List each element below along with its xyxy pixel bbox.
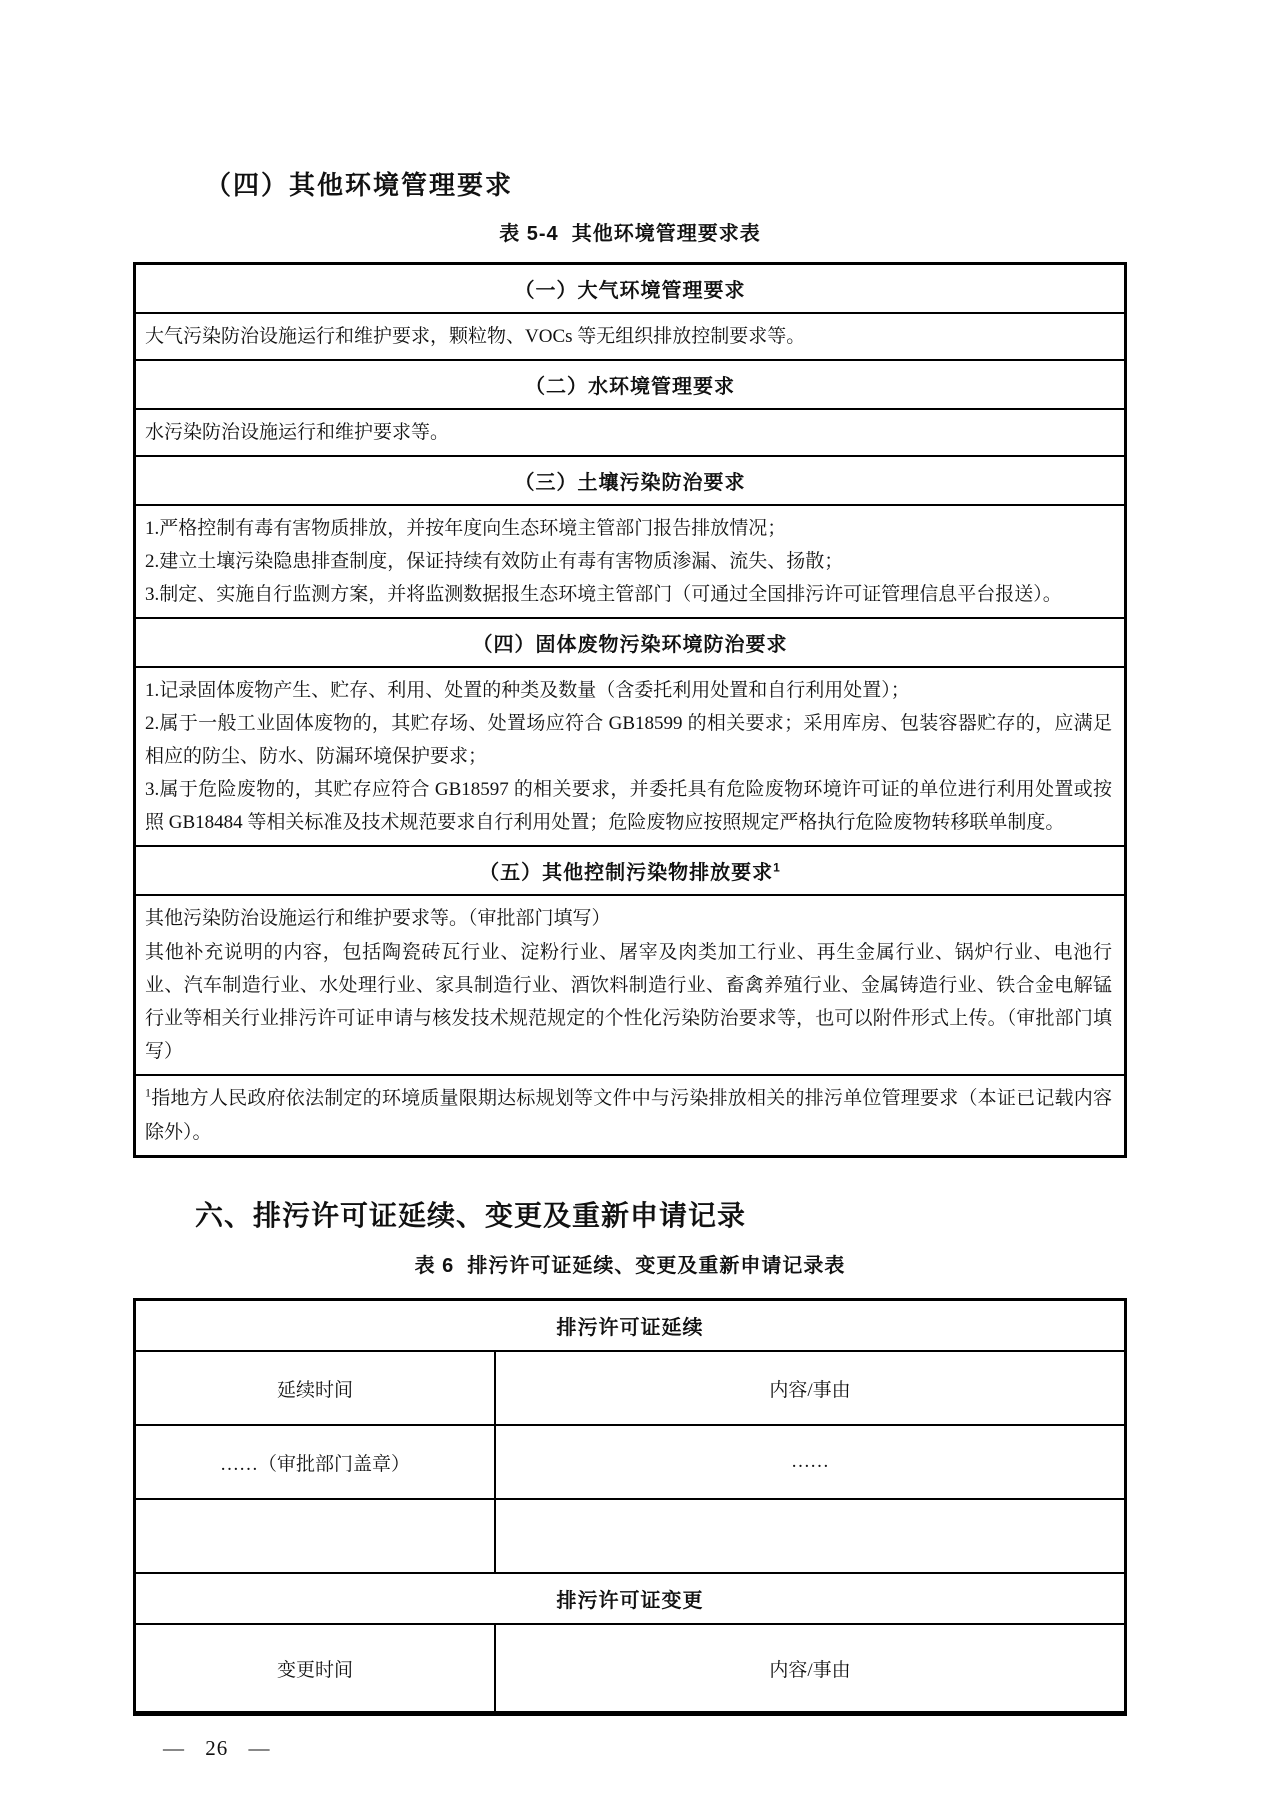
cell-content-reason-empty xyxy=(494,1500,1124,1572)
permit-renewal-record-table xyxy=(133,1298,1127,1716)
footnote-text: 指地方人民政府依法制定的环境质量限期达标规划等文件中与污染排放相关的排污单位管理要求（本证已记载内容除外）。 xyxy=(145,1087,1112,1143)
content-soil-pollution-prevention xyxy=(136,504,1124,617)
content-paragraph: 2.建立土壤污染隐患排查制度，保证持续有效防止有毒有害物质渗漏、流失、扬散； xyxy=(145,551,844,573)
content-paragraph: 2.属于一般工业固体废物的，其贮存场、处置场应符合 GB18599 的相关要求；采用库房、包装容器贮存的，应满足相应的防尘、防水、防漏环境保护要求； xyxy=(145,713,1112,768)
content-paragraph: 1.记录固体废物产生、贮存、利用、处置的种类及数量（含委托利用处置和自行利用处置）； xyxy=(145,680,910,702)
column-header-change-time: 变更时间 xyxy=(276,1659,353,1681)
table-row-renewal-entry xyxy=(136,1424,1124,1498)
content-paragraph: 3.属于危险废物的，其贮存应符合 GB18597 的相关要求，并委托具有危险废物环境许可证的单位进行利用处置或按照 GB18484 等相关标准及技术规范要求自行利用处置；危险废物应按照规定严格执行危险废物转移联单制度。 xyxy=(145,779,1112,834)
header-soil-pollution-prevention: （三）土壤污染防治要求 xyxy=(136,455,1124,504)
header-text: （五）其他控制污染物排放要求 xyxy=(479,862,774,885)
cell-renewal-time-empty xyxy=(136,1500,494,1572)
content-solid-waste-prevention xyxy=(136,666,1124,845)
cell-content-reason-value: …… xyxy=(494,1426,1124,1498)
table-row-renewal-empty xyxy=(136,1498,1124,1572)
header-air-env-requirements: （一）大气环境管理要求 xyxy=(514,280,746,302)
page-number: — 26 — xyxy=(163,1736,271,1761)
header-water-env-requirements: （二）水环境管理要求 xyxy=(136,359,1124,408)
content-paragraph: 其他补充说明的内容，包括陶瓷砖瓦行业、淀粉行业、屠宰及肉类加工行业、再生金属行业、锅炉行业、电池行业、汽车制造行业、水处理行业、家具制造行业、酒饮料制造行业、畜禽养殖行业、金属铸造行业、铁合金电解锰行业等相关行业排污许可证申请与核发技术规范规定的个性化污染防治要求等，也可以附件形式上传。（审批部门填写） xyxy=(145,941,1112,1062)
content-paragraph: 其他污染防治设施运行和维护要求等。（审批部门填写） xyxy=(145,908,611,930)
column-header-content-reason: 内容/事由 xyxy=(494,1352,1124,1424)
table-row-change-columns xyxy=(136,1623,1124,1711)
footnote-marker: 1 xyxy=(145,1085,151,1100)
section-heading-permit-renewal-records: 六、排污许可证延续、变更及重新申请记录 xyxy=(195,1200,747,1232)
cell-renewal-time-value: ……（审批部门盖章） xyxy=(219,1453,410,1475)
content-water-env-requirements xyxy=(136,408,1124,455)
header-solid-waste-prevention: （四）固体废物污染环境防治要求 xyxy=(136,617,1124,666)
content-air-env-requirements xyxy=(136,312,1124,359)
table-row-renewal-columns xyxy=(136,1350,1124,1424)
content-paragraph: 水污染防治设施运行和维护要求等。 xyxy=(145,422,450,444)
content-paragraph: 1.严格控制有毒有害物质排放，并按年度向生态环境主管部门报告排放情况； xyxy=(145,518,787,540)
header-permit-renewal: 排污许可证延续 xyxy=(556,1317,704,1340)
column-header-renewal-time: 延续时间 xyxy=(276,1379,353,1401)
page-content xyxy=(133,217,1127,1761)
content-paragraph: 大气污染防治设施运行和维护要求，颗粒物、VOCs 等无组织排放控制要求等。 xyxy=(145,326,806,347)
other-env-requirements-table xyxy=(133,262,1127,1158)
table-6-caption: 表 6 排污许可证延续、变更及重新申请记录表 xyxy=(414,1255,846,1278)
column-header-content-reason: 内容/事由 xyxy=(494,1625,1124,1711)
section-heading-other-env-requirements: （四）其他环境管理要求 xyxy=(205,170,514,200)
header-permit-change: 排污许可证变更 xyxy=(136,1572,1124,1623)
table-5-4-caption: 表 5-4 其他环境管理要求表 xyxy=(499,223,761,245)
content-paragraph: 3.制定、实施自行监测方案，并将监测数据报生态环境主管部门（可通过全国排污许可证管理信息平台报送）。 xyxy=(145,584,1062,606)
content-other-pollutant-control xyxy=(136,894,1124,1073)
footnote-marker: 1 xyxy=(773,860,781,875)
header-other-pollutant-control xyxy=(136,845,1124,894)
table-footnote xyxy=(136,1074,1124,1156)
